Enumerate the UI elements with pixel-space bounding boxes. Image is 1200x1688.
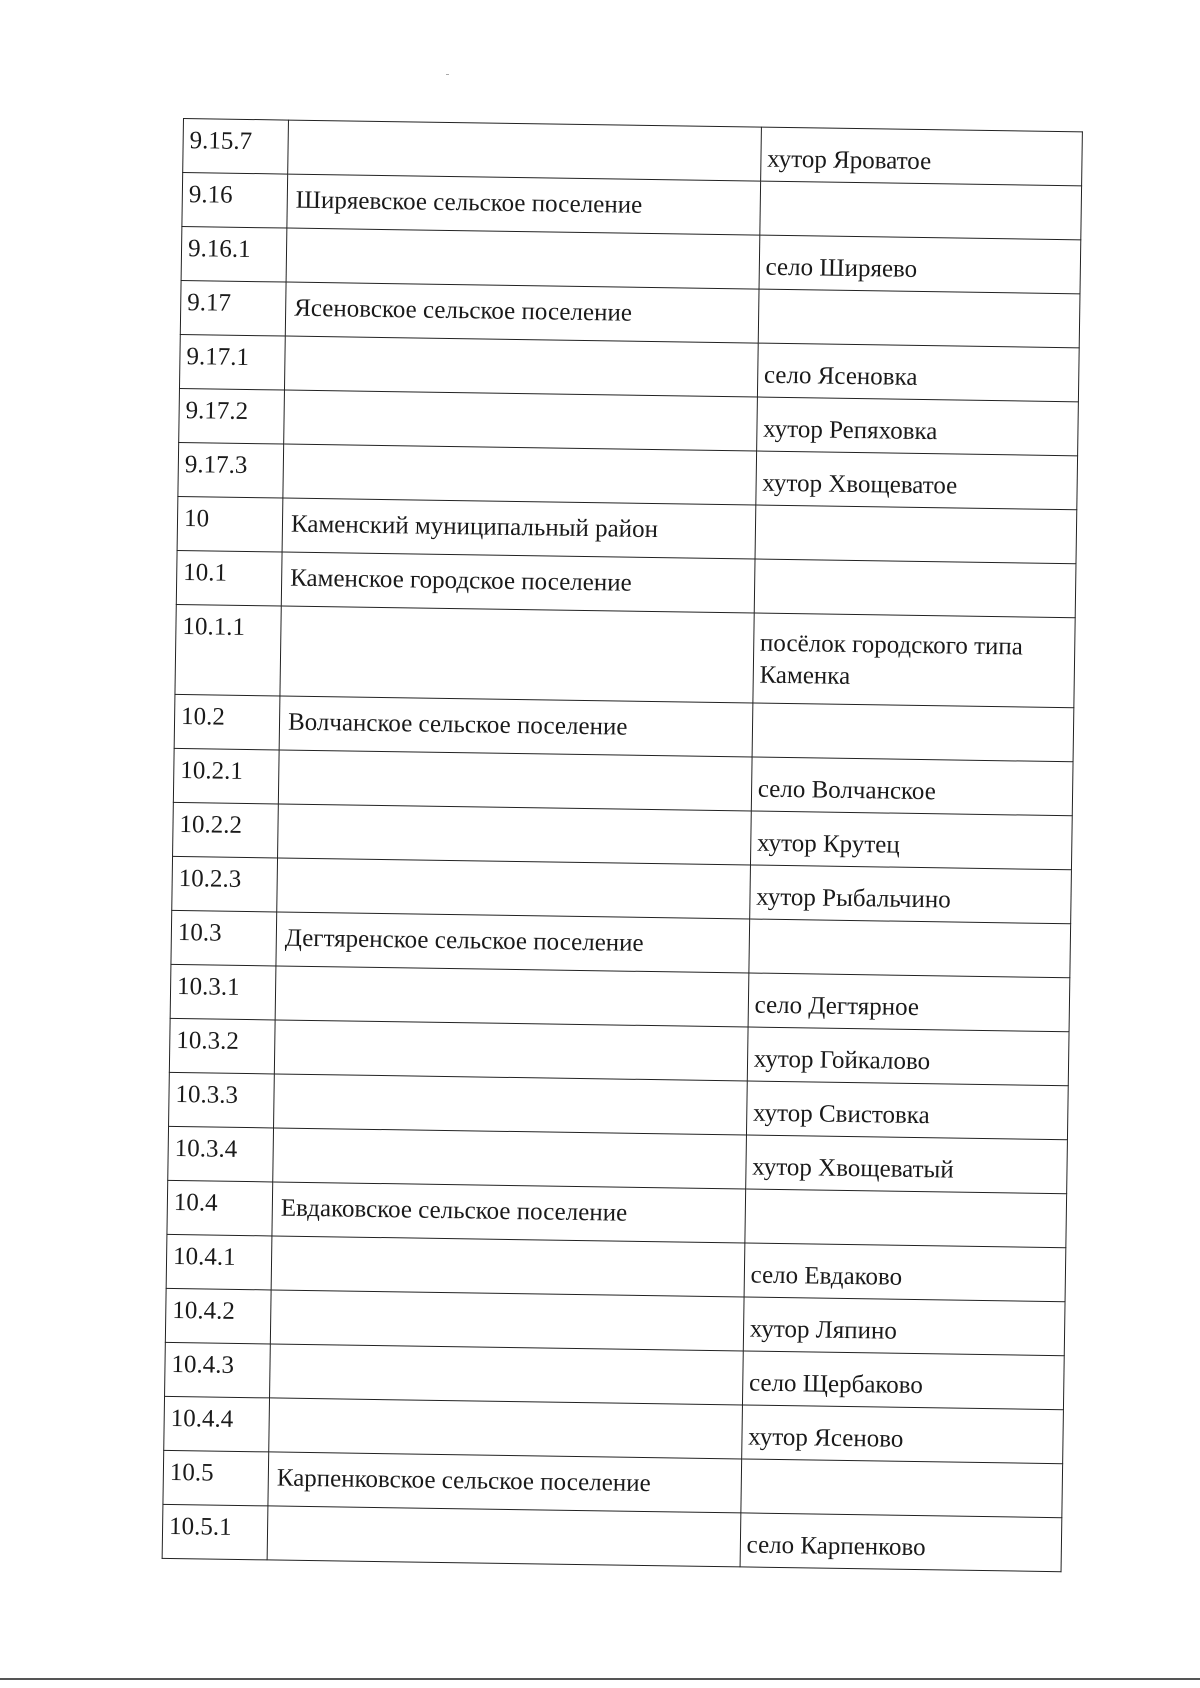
row-number: 10.2.3 (172, 856, 278, 912)
row-number: 10 (177, 496, 283, 552)
settlement-name: хутор Крутец (750, 811, 1072, 870)
row-number: 10.3 (171, 910, 277, 966)
settlement-name: хутор Гойкалово (747, 1027, 1069, 1086)
municipality-name: Дегтяренское сельское поселение (276, 912, 750, 973)
municipality-name (284, 336, 758, 397)
row-number: 10.3.4 (168, 1126, 274, 1182)
settlement-name (758, 289, 1080, 348)
municipality-name (277, 858, 751, 919)
row-number: 10.2 (174, 694, 280, 750)
municipality-name (273, 1128, 747, 1189)
municipality-name (286, 228, 760, 289)
settlement-name: село Карпенково (740, 1513, 1062, 1572)
page-bottom-edge (0, 1678, 1200, 1680)
municipality-name: Карпенковское сельское поселение (268, 1452, 742, 1513)
municipality-name (278, 750, 752, 811)
row-number: 9.16 (182, 173, 288, 229)
row-number: 10.4.1 (166, 1234, 272, 1290)
municipality-name (275, 966, 749, 1027)
row-number: 10.2.1 (173, 748, 279, 804)
settlement-name (760, 181, 1082, 240)
row-number: 9.17.3 (178, 442, 284, 498)
municipality-name (283, 444, 757, 505)
settlement-name: село Евдаково (744, 1243, 1066, 1302)
row-number: 9.16.1 (181, 226, 287, 282)
settlement-name: хутор Ясеново (741, 1405, 1063, 1464)
settlement-name: хутор Свистовка (746, 1081, 1068, 1140)
settlement-name (749, 919, 1071, 978)
municipality-name (278, 804, 752, 865)
settlement-name: хутор Рыбальчино (749, 865, 1071, 924)
row-number: 10.5.1 (162, 1504, 268, 1560)
municipality-name: Волчанское сельское поселение (279, 696, 753, 757)
row-number: 10.3.3 (169, 1072, 275, 1128)
row-number: 10.1.1 (175, 604, 281, 696)
municipality-name (270, 1290, 744, 1351)
municipality-name (280, 606, 754, 703)
settlement-name: хутор Хвощеватый (745, 1135, 1067, 1194)
row-number: 10.3.1 (170, 964, 276, 1020)
row-number: 10.2.2 (173, 802, 279, 858)
row-number: 10.1 (176, 550, 282, 606)
settlement-name: село Ясеновка (757, 343, 1079, 402)
row-number: 10.3.2 (169, 1018, 275, 1074)
municipality-name (274, 1074, 748, 1135)
scan-speck (446, 74, 449, 75)
table-row (175, 604, 1075, 707)
row-number: 9.17.1 (179, 334, 285, 390)
settlements-table (162, 118, 1083, 1572)
row-number: 9.17 (180, 280, 286, 336)
row-number: 10.5 (163, 1450, 269, 1506)
settlement-name (755, 505, 1077, 564)
settlement-name (752, 703, 1074, 762)
settlement-name: село Ширяево (759, 235, 1081, 294)
municipality-name: Ясеновское сельское поселение (285, 282, 759, 343)
municipality-name: Каменское городское поселение (281, 552, 755, 613)
municipality-name (271, 1236, 745, 1297)
settlement-name: село Волчанское (751, 757, 1073, 816)
settlement-name (745, 1189, 1067, 1248)
settlement-name: село Дегтярное (748, 973, 1070, 1032)
row-number: 10.4.4 (164, 1396, 270, 1452)
municipality-name (274, 1020, 748, 1081)
settlement-name: хутор Репяховка (756, 397, 1078, 456)
row-number: 9.15.7 (183, 119, 289, 175)
settlement-name: посёлок городского типа Каменка (753, 613, 1076, 708)
settlement-name: село Щербаково (742, 1351, 1064, 1410)
settlement-name (754, 559, 1076, 618)
municipality-name (270, 1344, 744, 1405)
municipality-name: Евдаковское сельское поселение (272, 1182, 746, 1243)
municipality-name (267, 1506, 741, 1567)
settlement-name: хутор Хвощеватое (756, 451, 1078, 510)
row-number: 9.17.2 (179, 388, 285, 444)
settlement-name (741, 1459, 1063, 1518)
municipality-name (288, 120, 762, 181)
settlement-name: хутор Ляпино (743, 1297, 1065, 1356)
municipality-name: Каменский муниципальный район (282, 498, 756, 559)
settlements-table-body (162, 119, 1082, 1572)
row-number: 10.4.3 (165, 1342, 271, 1398)
municipality-name: Ширяевское сельское поселение (287, 174, 761, 235)
settlement-name: хутор Яроватое (760, 127, 1082, 186)
row-number: 10.4.2 (165, 1288, 271, 1344)
municipality-name (284, 390, 758, 451)
row-number: 10.4 (167, 1180, 273, 1236)
municipality-name (269, 1398, 743, 1459)
